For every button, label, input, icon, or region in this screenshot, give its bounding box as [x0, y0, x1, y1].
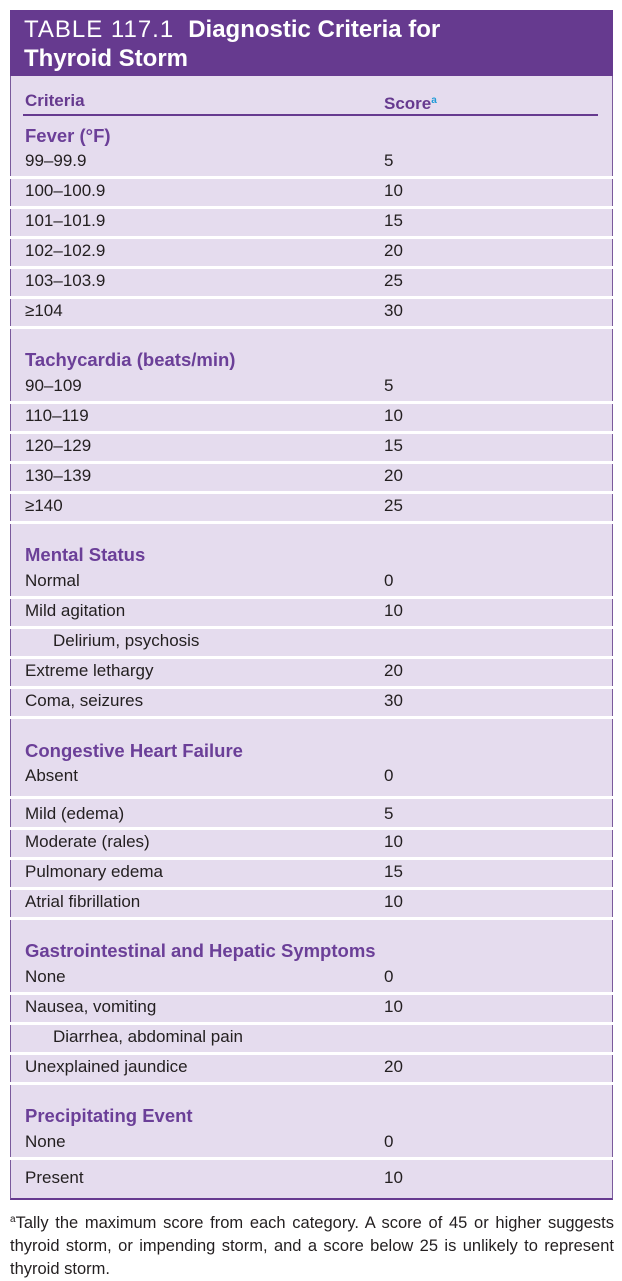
criteria-label: Atrial fibrillation	[25, 892, 141, 911]
criteria-label: 130–139	[25, 466, 92, 485]
row-divider	[10, 1052, 613, 1055]
row-divider	[10, 796, 613, 799]
criteria-label: None	[25, 967, 66, 986]
criteria-label: Coma, seizures	[25, 691, 144, 710]
row-divider	[10, 401, 613, 404]
score-value: 30	[384, 691, 403, 710]
criteria-label: 102–102.9	[25, 241, 106, 260]
row-divider	[10, 626, 613, 629]
criteria-label: 110–119	[25, 406, 89, 425]
score-value: 20	[384, 1057, 403, 1076]
criteria-label: Extreme lethargy	[25, 661, 154, 680]
column-header-score-label: Score	[384, 94, 432, 113]
row-divider	[10, 686, 613, 689]
row-divider	[10, 461, 613, 464]
score-value: 10	[384, 601, 403, 620]
table-header	[10, 10, 613, 76]
criteria-label: 100–100.9	[25, 181, 106, 200]
header-rule	[23, 114, 598, 116]
row-divider	[10, 296, 613, 299]
criteria-label: ≥140	[25, 496, 63, 515]
score-value: 15	[384, 436, 403, 455]
score-value: 0	[384, 967, 394, 986]
row-divider	[10, 857, 613, 860]
row-divider	[10, 1157, 613, 1160]
criteria-label: None	[25, 1132, 66, 1151]
criteria-label: Mild agitation	[25, 601, 126, 620]
row-divider	[10, 176, 613, 179]
score-value: 10	[384, 181, 403, 200]
score-value: 25	[384, 496, 403, 515]
criteria-label: Moderate (rales)	[25, 832, 150, 851]
footnote-text: Tally the maximum score from each category. A score of 45 or higher suggests thyroid storm, or impending storm, and a score below 25 is unlikely to represent thyroid storm.	[10, 1214, 614, 1278]
row-divider	[10, 716, 613, 719]
criteria-label: 101–101.9	[25, 211, 106, 230]
footnote	[10, 1208, 614, 1281]
row-divider	[10, 0, 613, 3]
row-divider	[10, 326, 613, 329]
criteria-label: Delirium, psychosis	[53, 631, 200, 650]
criteria-label: Unexplained jaundice	[25, 1057, 188, 1076]
criteria-label: Diarrhea, abdominal pain	[53, 1027, 243, 1046]
footnote-marker: a	[10, 1214, 16, 1225]
section-title: Mental Status	[25, 544, 146, 565]
score-value: 0	[384, 766, 394, 785]
score-value: 25	[384, 271, 403, 290]
score-value: 5	[384, 151, 394, 170]
row-divider	[10, 236, 613, 239]
row-divider	[10, 206, 613, 209]
score-value: 20	[384, 661, 403, 680]
row-divider	[10, 887, 613, 890]
score-value: 20	[384, 466, 403, 485]
criteria-label: Present	[25, 1168, 84, 1187]
criteria-label: Normal	[25, 571, 80, 590]
criteria-label: 103–103.9	[25, 271, 106, 290]
score-value: 10	[384, 832, 403, 851]
row-divider	[10, 431, 613, 434]
criteria-label: Mild (edema)	[25, 804, 125, 823]
row-divider	[10, 521, 613, 524]
section-title: Gastrointestinal and Hepatic Symptoms	[25, 940, 376, 961]
row-divider	[10, 491, 613, 494]
score-value: 5	[384, 376, 394, 395]
column-header-score	[384, 90, 437, 115]
score-value: 10	[384, 1168, 403, 1187]
score-value: 15	[384, 211, 403, 230]
row-divider	[10, 1082, 613, 1085]
criteria-label: 99–99.9	[25, 151, 87, 170]
criteria-label: Pulmonary edema	[25, 862, 163, 881]
score-value: 15	[384, 862, 403, 881]
criteria-label: Nausea, vomiting	[25, 997, 157, 1016]
row-divider	[10, 266, 613, 269]
score-value: 30	[384, 301, 403, 320]
column-header-criteria: Criteria	[25, 91, 85, 110]
criteria-label: ≥104	[25, 301, 63, 320]
score-value: 5	[384, 804, 394, 823]
score-value: 10	[384, 997, 403, 1016]
row-divider	[10, 656, 613, 659]
row-divider	[10, 1022, 613, 1025]
table-number: TABLE 117.1	[24, 16, 175, 43]
score-value: 0	[384, 571, 394, 590]
row-divider	[10, 917, 613, 920]
criteria-label: Absent	[25, 766, 78, 785]
section-title: Precipitating Event	[25, 1105, 193, 1126]
row-divider	[10, 596, 613, 599]
table-title-line-2: Thyroid Storm	[24, 45, 189, 72]
row-divider	[10, 827, 613, 830]
row-divider	[10, 992, 613, 995]
section-title: Fever (°F)	[25, 125, 111, 146]
criteria-label: 90–109	[25, 376, 82, 395]
score-value: 0	[384, 1132, 394, 1151]
footnote-marker: a	[431, 95, 437, 106]
table-title-line-1	[24, 16, 440, 44]
section-title: Congestive Heart Failure	[25, 740, 243, 761]
score-value: 10	[384, 406, 403, 425]
score-value: 20	[384, 241, 403, 260]
score-value: 10	[384, 892, 403, 911]
criteria-label: 120–129	[25, 436, 92, 455]
section-title: Tachycardia (beats/min)	[25, 349, 236, 370]
table-title: Diagnostic Criteria for	[188, 16, 441, 43]
